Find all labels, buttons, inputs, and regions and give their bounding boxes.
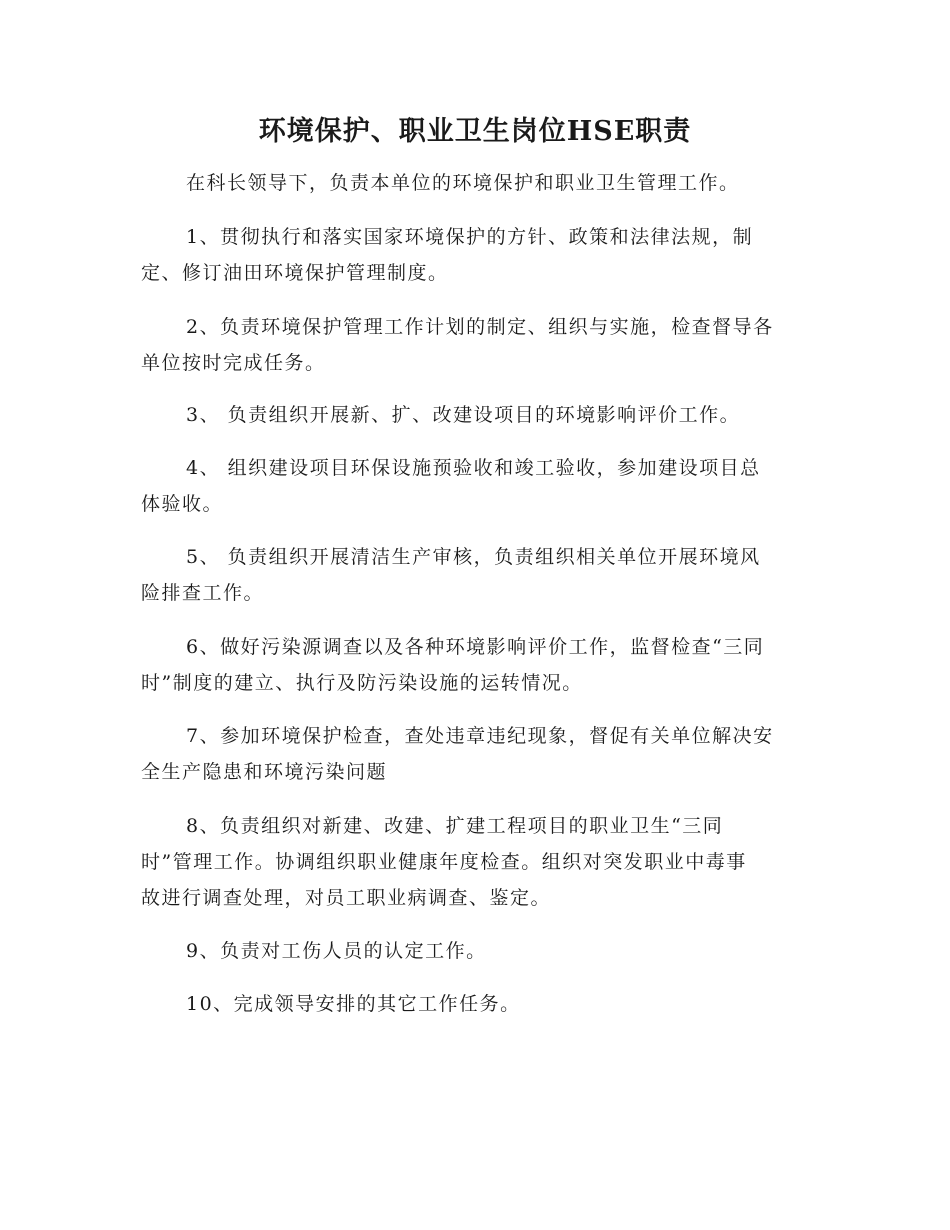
list-item-line: 4、 组织建设项目环保设施预验收和竣工验收，参加建设项目总 — [186, 457, 761, 479]
list-item — [141, 450, 811, 522]
list-item — [141, 629, 811, 701]
list-item-line: 故进行调查处理，对员工职业病调查、鉴定。 — [141, 887, 552, 909]
list-item-line: 全生产隐患和环境污染问题 — [141, 761, 388, 783]
list-item-line: 7、参加环境保护检查，查处违章违纪现象，督促有关单位解决安 — [186, 725, 774, 747]
list-item — [141, 309, 811, 381]
list-item-line: 体验收。 — [141, 493, 224, 515]
intro-paragraph: 在科长领导下，负责本单位的环境保护和职业卫生管理工作。 — [186, 172, 740, 194]
list-item — [141, 933, 811, 969]
list-item-line: 时”管理工作。协调组织职业健康年度检查。组织对突发职业中毒事 — [141, 851, 747, 873]
list-item-line: 9、负责对工伤人员的认定工作。 — [186, 940, 487, 962]
list-item-line: 险排查工作。 — [141, 582, 265, 604]
list-item-line: 1、贯彻执行和落实国家环境保护的方针、政策和法律法规，制 — [186, 226, 754, 248]
list-item — [141, 539, 811, 611]
list-item-line: 10、完成领导安排的其它工作任务。 — [186, 993, 521, 1015]
list-item-line: 5、 负责组织开展清洁生产审核，负责组织相关单位开展环境风 — [186, 546, 761, 568]
list-item — [141, 397, 811, 433]
list-item — [141, 986, 811, 1022]
list-item-line: 8、负责组织对新建、改建、扩建工程项目的职业卫生“三同 — [186, 815, 724, 837]
list-item — [141, 808, 811, 916]
list-item-line: 定、修订油田环境保护管理制度。 — [141, 262, 449, 284]
list-item — [141, 718, 811, 790]
list-item-line: 时”制度的建立、执行及防污染设施的运转情况。 — [141, 672, 583, 694]
list-item-line: 6、做好污染源调查以及各种环境影响评价工作，监督检查“三同 — [186, 636, 765, 658]
list-item-line: 3、 负责组织开展新、扩、改建设项目的环境影响评价工作。 — [186, 404, 741, 426]
document-title: 环境保护、职业卫生岗位HSE职责 — [258, 116, 692, 147]
list-item-line: 单位按时完成任务。 — [141, 352, 326, 374]
list-item-line: 2、负责环境保护管理工作计划的制定、组织与实施，检查督导各 — [186, 316, 774, 338]
list-item — [141, 219, 811, 291]
